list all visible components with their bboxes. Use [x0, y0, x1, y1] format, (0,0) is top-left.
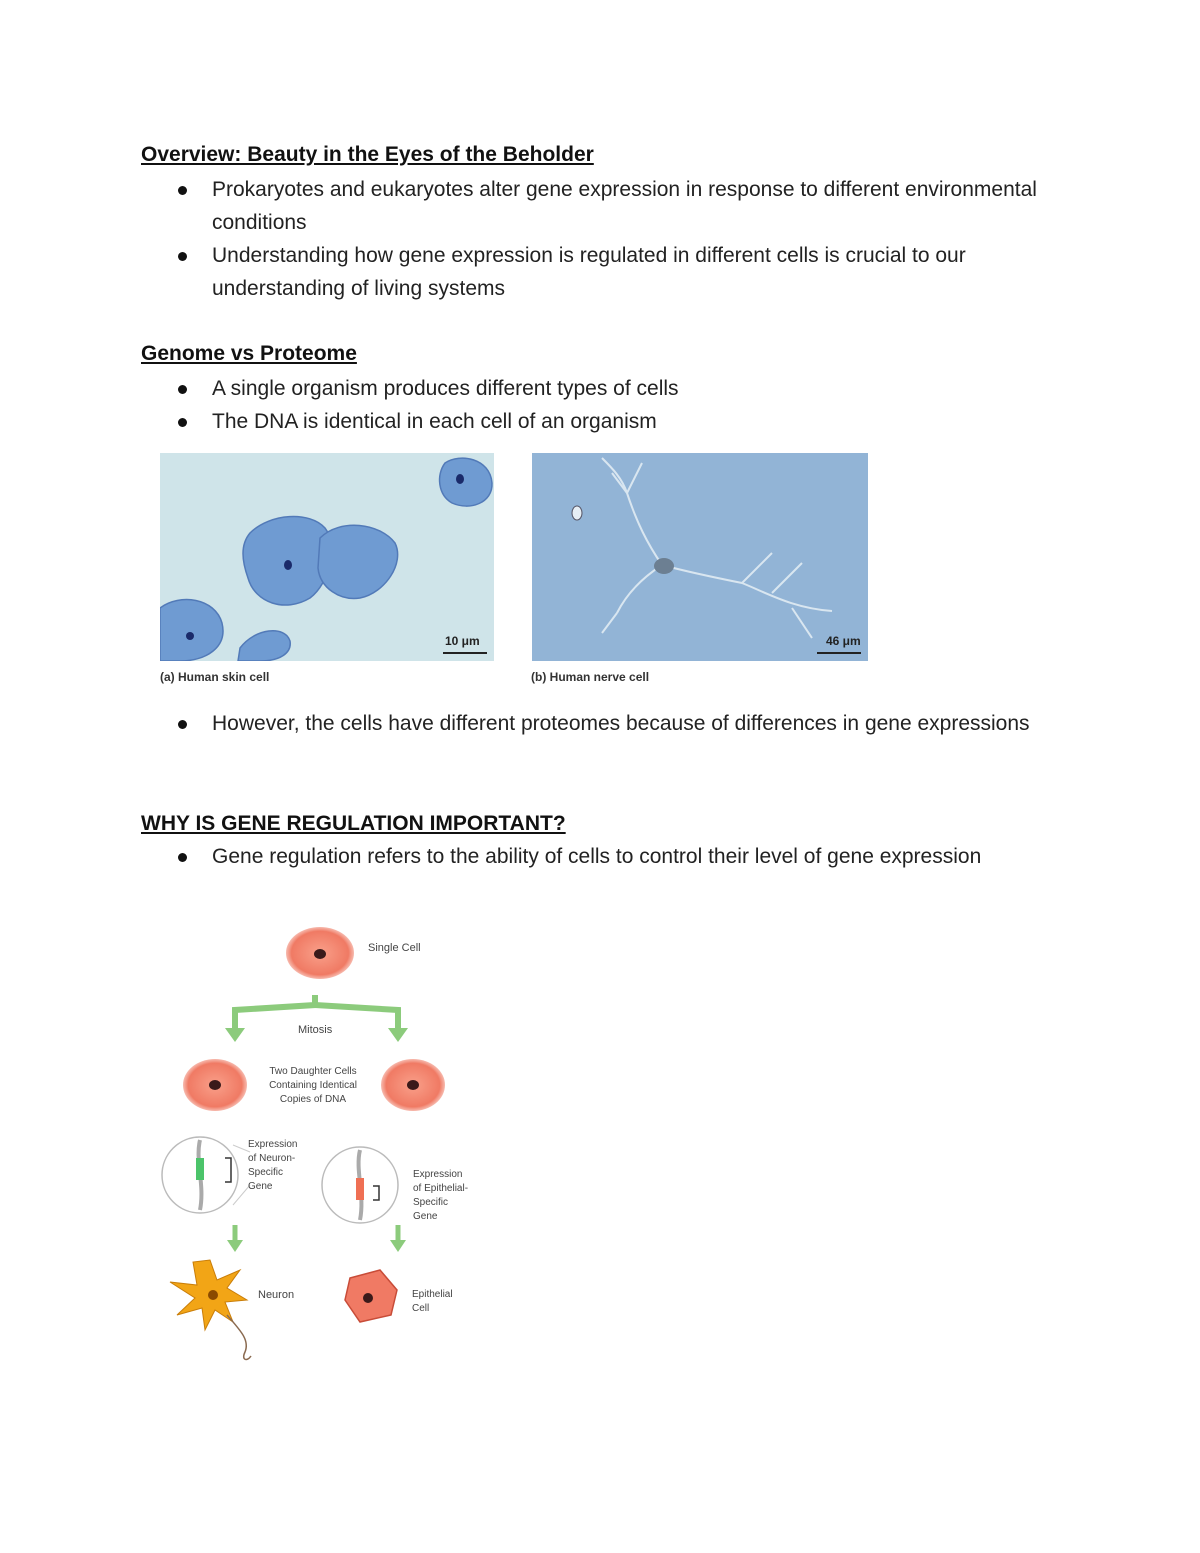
list-item [178, 840, 1038, 873]
heading-genome-vs-proteome: Genome vs Proteome [141, 342, 357, 365]
mitosis-label: Mitosis [298, 1024, 333, 1036]
skin-caption: (a) Human skin cell [160, 670, 270, 684]
gene-regulation-diagram [155, 920, 495, 1365]
neuron-expr-label-3: Specific [248, 1167, 284, 1178]
bullet-icon [178, 853, 187, 862]
single-cell-label: Single Cell [368, 942, 421, 954]
neuron-label: Neuron [258, 1289, 295, 1301]
neuron-expr-label-4: Gene [248, 1181, 273, 1192]
bullet-text: The DNA is identical in each cell of an organism [212, 410, 657, 433]
list-item [178, 372, 1058, 405]
bullet-icon [178, 720, 187, 729]
bullet-icon [178, 252, 187, 261]
bullet-icon [178, 385, 187, 394]
bullet-text: Gene regulation refers to the ability of cells to control their level of gene expression [212, 845, 982, 868]
neuron-expr-label-1: Expression [248, 1139, 298, 1150]
daughter-label-2: Containing Identical [269, 1080, 357, 1091]
bullet-text: A single organism produces different types of cells [212, 377, 679, 400]
heading-why-gene-regulation: WHY IS GENE REGULATION IMPORTANT? [141, 812, 566, 835]
skin-scale-label: 10 μm [445, 634, 480, 648]
epi-expr-label-2: of Epithelial- [413, 1183, 469, 1194]
daughter-label-1: Two Daughter Cells [269, 1066, 357, 1077]
list-item [178, 405, 1058, 438]
list-item [178, 239, 1078, 305]
bullet-icon [178, 418, 187, 427]
epithelial-label-1: Epithelial [412, 1289, 453, 1300]
nerve-cell-micrograph [532, 453, 868, 661]
epi-expr-label-1: Expression [413, 1169, 463, 1180]
epithelial-label-2: Cell [412, 1303, 430, 1314]
nerve-scale-label: 46 μm [826, 634, 861, 648]
bullet-text: Prokaryotes and eukaryotes alter gene expression in response to different environmental conditions [212, 178, 1037, 234]
epi-expr-label-3: Specific [413, 1197, 449, 1208]
neuron-icon [170, 1260, 251, 1359]
neuron-expr-label-2: of Neuron- [248, 1153, 296, 1164]
heading-overview: Overview: Beauty in the Eyes of the Beholder [141, 143, 594, 166]
bullet-icon [178, 186, 187, 195]
daughter-label-3: Copies of DNA [279, 1094, 347, 1105]
skin-cell-micrograph [160, 453, 494, 661]
bullet-text: Understanding how gene expression is regulated in different cells is crucial to our understanding of living systems [212, 244, 966, 300]
bullet-text: However, the cells have different proteomes because of differences in gene expressions [212, 712, 1030, 735]
epithelial-cell-icon [345, 1270, 397, 1322]
epi-expr-label-4: Gene [413, 1211, 438, 1222]
nerve-caption: (b) Human nerve cell [531, 670, 650, 684]
list-item [178, 173, 1058, 239]
list-item [178, 707, 1078, 740]
